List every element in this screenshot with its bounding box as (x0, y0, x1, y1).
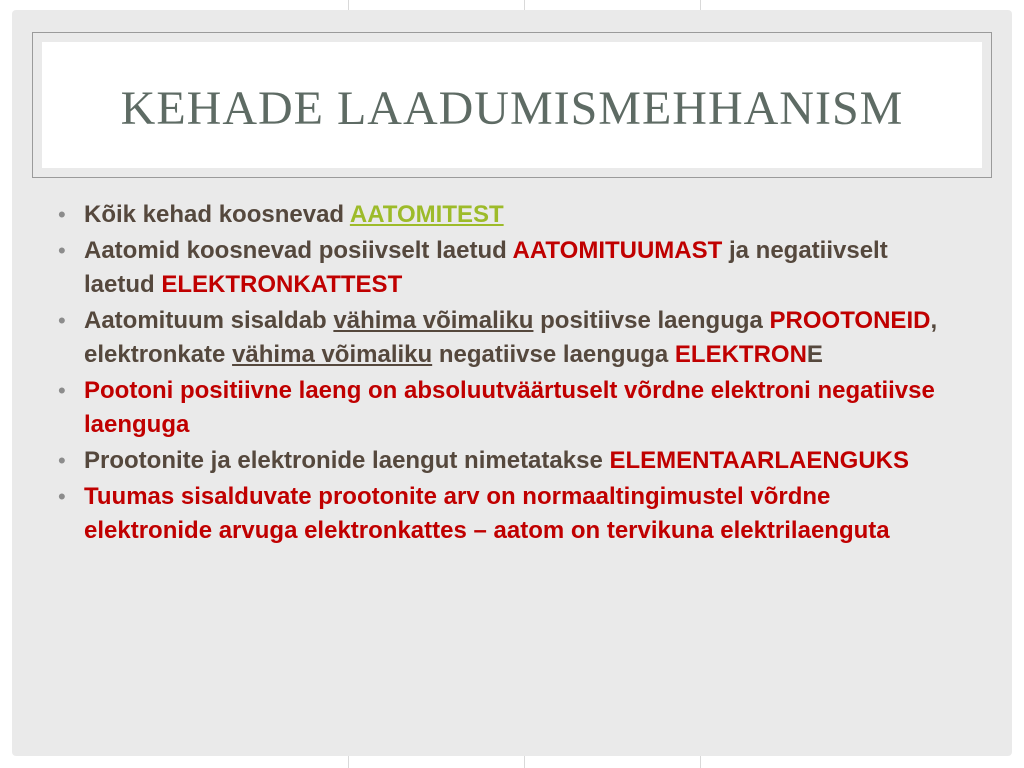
bullet-text: E (806, 341, 823, 368)
highlight-term: PROOTONEID (769, 307, 931, 334)
bullet-text: Aatomid koosnevad posiivselt laetud (84, 237, 513, 264)
bullet-dot-icon: • (58, 238, 66, 263)
slide-title: KEHADE LAADUMISMEHHANISM (120, 81, 904, 135)
highlight-term: ELEMENTAARLAENGUKS (609, 447, 910, 474)
bullet-text: Aatomituum sisaldab (84, 307, 334, 334)
underlined-term: vähima võimaliku (333, 307, 534, 334)
bullet-item (58, 480, 958, 548)
highlight-term: AATOMITEST (349, 201, 504, 228)
bullet-dot-icon: • (58, 484, 66, 509)
bullet-item (58, 374, 958, 442)
bullet-dot-icon: • (58, 448, 66, 473)
bullet-text: , elektronkate (84, 307, 938, 368)
bullet-text: Kõik kehad koosnevad (84, 201, 350, 228)
bullet-text: negatiivse laenguga (432, 341, 675, 368)
bullet-text: ja negatiivselt laetud (84, 237, 888, 298)
underlined-term: vähima võimaliku (232, 341, 433, 368)
bullet-text: Prootonite ja elektronide laengut nimetatakse (84, 447, 610, 474)
highlight-term: AATOMITUUMAST (512, 237, 723, 264)
bullet-list (58, 198, 958, 550)
bullet-text: Tuumas sisalduvate prootonite arv on normaaltingimustel võrdne elektronide arvuga elektronkattes – aatom on tervikuna elektrilaenguta (84, 483, 890, 544)
bullet-item (58, 444, 958, 478)
title-box (42, 42, 982, 168)
bullet-text: Pootoni positiivne laeng on absoluutväärtuselt võrdne elektroni negatiivse laenguga (84, 377, 935, 438)
bullet-item (58, 198, 958, 232)
bullet-item (58, 304, 958, 372)
bullet-text: positiivse laenguga (533, 307, 770, 334)
bullet-dot-icon: • (58, 378, 66, 403)
bullet-dot-icon: • (58, 308, 66, 333)
highlight-term: ELEKTRONKATTEST (161, 271, 403, 298)
highlight-term: ELEKTRON (674, 341, 807, 368)
bullet-dot-icon: • (58, 202, 66, 227)
bullet-item (58, 234, 958, 302)
